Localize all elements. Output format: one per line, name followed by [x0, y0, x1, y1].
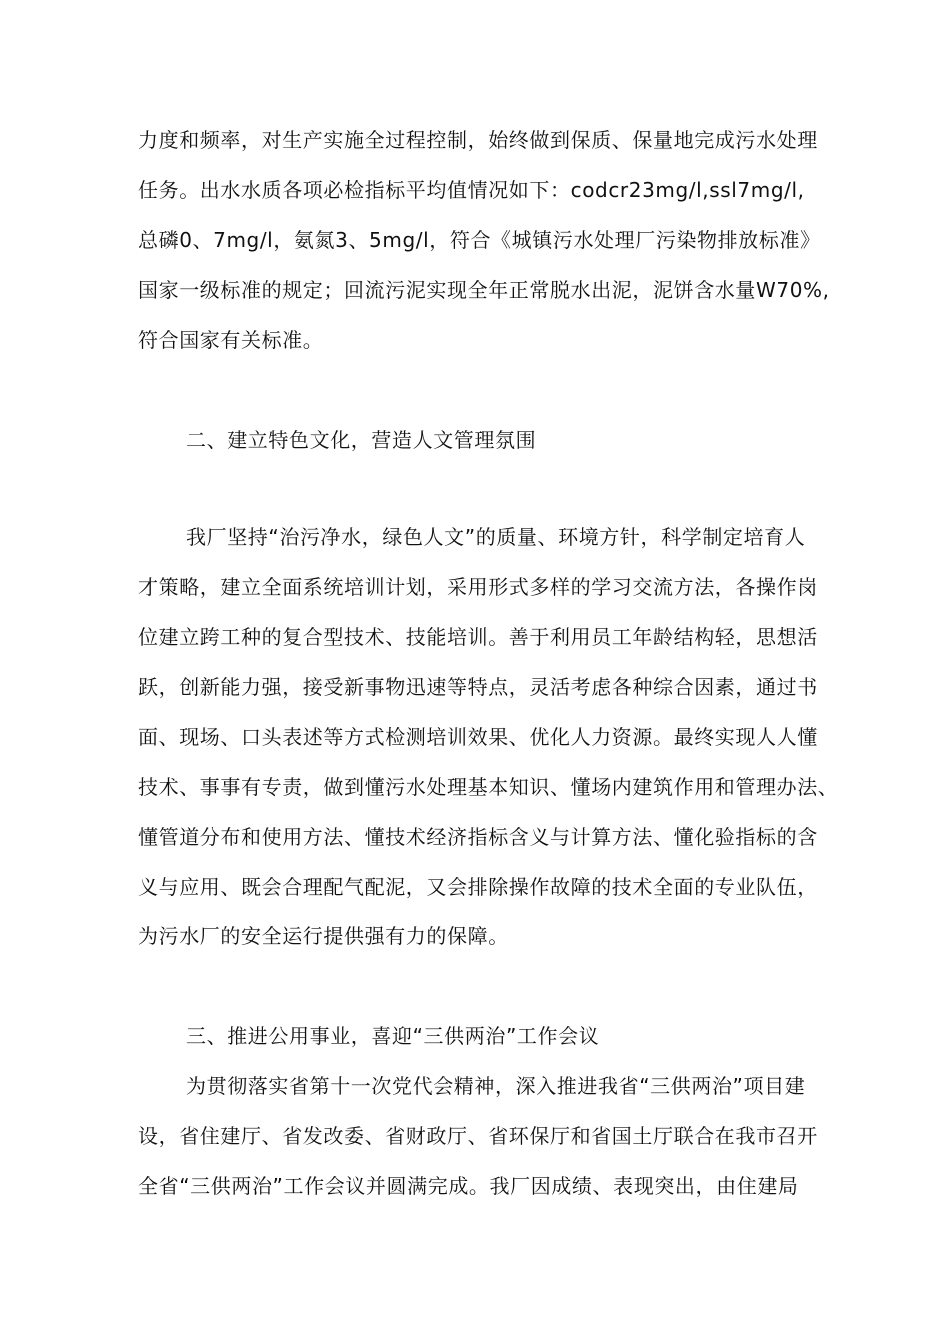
- paragraph-2-line-1: 我厂坚持“治污净水，绿色人文”的质量、环境方针，科学制定培育人: [186, 525, 806, 549]
- paragraph-3-line-1: 为贯彻落实省第十一次党代会精神，深入推进我省“三供两治”项目建: [186, 1074, 806, 1098]
- paragraph-2-line-8: 义与应用、既会合理配气配泥，又会排除操作故障的技术全面的专业队伍，: [138, 875, 818, 899]
- paragraph-1-line-4: 国家一级标准的规定；回流污泥实现全年正常脱水出泥，泥饼含水量W70%,: [138, 278, 830, 302]
- paragraph-1-line-5: 符合国家有关标准。: [138, 328, 324, 352]
- paragraph-3-line-2: 设，省住建厅、省发改委、省财政厅、省环保厅和省国土厅联合在我市召开: [138, 1124, 818, 1148]
- paragraph-2-line-7: 懂管道分布和使用方法、懂技术经济指标含义与计算方法、懂化验指标的含: [138, 825, 818, 849]
- section-heading-3: 三、推进公用事业，喜迎“三供两治”工作会议: [186, 1024, 600, 1048]
- paragraph-2-line-9: 为污水厂的安全运行提供强有力的保障。: [138, 924, 509, 948]
- section-heading-2: 二、建立特色文化，营造人文管理氛围: [186, 428, 537, 452]
- paragraph-1-line-3: 总磷0、7mg/l，氨氮3、5mg/l，符合《城镇污水处理厂污染物排放标准》: [138, 228, 821, 252]
- paragraph-1-line-1: 力度和频率，对生产实施全过程控制，始终做到保质、保量地完成污水处理: [138, 128, 818, 152]
- paragraph-2-line-2: 才策略，建立全面系统培训计划，采用形式多样的学习交流方法，各操作岗: [138, 575, 818, 599]
- paragraph-2-line-5: 面、现场、口头表述等方式检测培训效果、优化人力资源。最终实现人人懂: [138, 725, 818, 749]
- paragraph-2-line-3: 位建立跨工种的复合型技术、技能培训。善于利用员工年龄结构轻，思想活: [138, 625, 818, 649]
- paragraph-2-line-6: 技术、事事有专责，做到懂污水处理基本知识、懂场内建筑作用和管理办法、: [138, 775, 839, 799]
- paragraph-3-line-3: 全省“三供两治”工作会议并圆满完成。我厂因成绩、表现突出，由住建局: [138, 1174, 799, 1198]
- paragraph-2-line-4: 跃，创新能力强，接受新事物迅速等特点，灵活考虑各种综合因素，通过书: [138, 675, 818, 699]
- paragraph-1-line-2: 任务。出水水质各项必检指标平均值情况如下：codcr23mg/l,ssl7mg/l,: [138, 178, 805, 202]
